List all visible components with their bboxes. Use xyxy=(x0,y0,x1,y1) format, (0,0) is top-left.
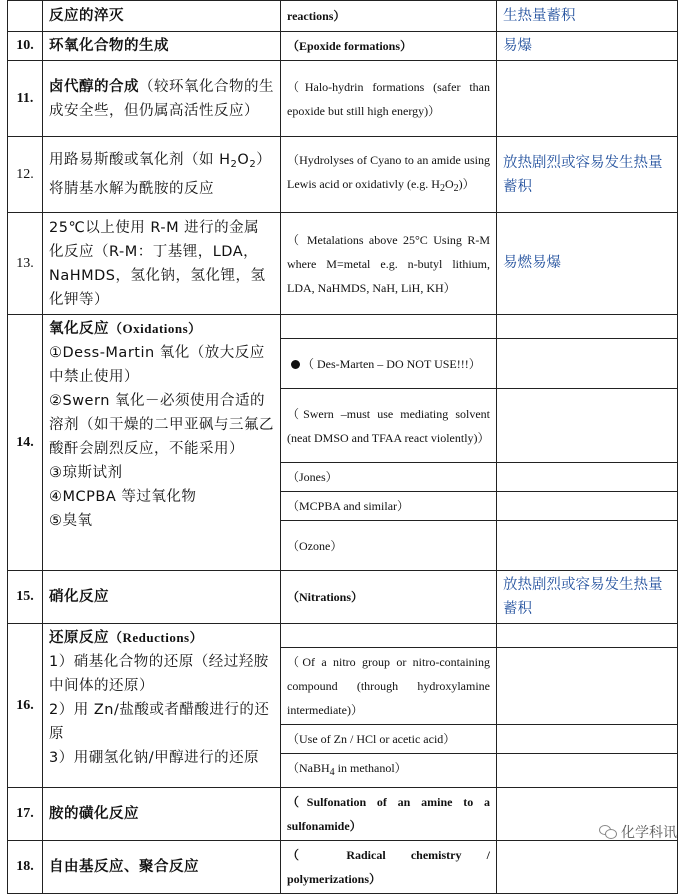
cn-text: ）将腈基水解为酰胺的反应 xyxy=(49,152,272,197)
cn-heading-en: （Reductions） xyxy=(109,630,204,645)
reaction-en xyxy=(281,137,497,213)
reaction-cn: 硝化反应 xyxy=(43,571,281,624)
hazard-note: 放热剧烈或容易发生热量蓄积 xyxy=(497,571,678,624)
oxidation-item: ①Dess-Martin 氧化（放大反应中禁止使用） xyxy=(49,345,265,385)
reaction-en xyxy=(281,754,497,788)
reaction-cn-heading xyxy=(49,317,274,341)
hazard-note xyxy=(497,61,678,137)
cn-text: O xyxy=(237,152,250,168)
table-row xyxy=(8,571,678,624)
reaction-en: （ Metalations above 25°C Using R-M where M=metal e.g. n-butyl lithium, LDA, NaHMDS, NaH, LiH, KH） xyxy=(281,213,497,315)
cn-subscript: 2 xyxy=(249,159,257,170)
reaction-cn-heading xyxy=(49,626,274,650)
hazard-note xyxy=(497,725,678,754)
hazard-note xyxy=(497,463,678,492)
watermark-text: 化学科讯 xyxy=(621,825,677,841)
hazard-note xyxy=(497,339,678,389)
row-number: 11. xyxy=(8,61,43,137)
reaction-en: （Use of Zn / HCl or acetic acid） xyxy=(281,725,497,754)
en-text: in methanol） xyxy=(334,761,407,775)
hazard-note xyxy=(497,624,678,648)
reaction-cn xyxy=(43,315,281,571)
reaction-en: （Jones） xyxy=(281,463,497,492)
cn-subscript: 2 xyxy=(230,159,238,170)
en-text: O xyxy=(444,177,454,191)
reaction-cn: 胺的磺化反应 xyxy=(43,788,281,841)
row-number xyxy=(8,1,43,32)
row-number: 15. xyxy=(8,571,43,624)
row-number: 18. xyxy=(8,841,43,894)
hazard-note xyxy=(497,492,678,521)
reaction-en xyxy=(281,624,497,648)
table-row xyxy=(8,624,678,648)
row-number: 16. xyxy=(8,624,43,788)
reaction-cn-title: 卤代醇的合成 xyxy=(49,78,139,95)
table-row xyxy=(8,32,678,61)
hazard-note xyxy=(497,648,678,725)
reaction-cn: 25℃以上使用 R-M 进行的金属化反应（R-M：丁基锂，LDA，NaHMDS，氢化钠，氢化锂，氢化钾等） xyxy=(43,213,281,315)
row-number: 10. xyxy=(8,32,43,61)
table-row xyxy=(8,1,678,32)
en-text: （NaBH xyxy=(287,761,330,775)
reduction-item: 1）硝基化合物的还原（经过羟胺中间体的还原） xyxy=(49,654,269,694)
bomb-icon xyxy=(291,360,300,369)
reaction-en: （Sulfonation of an amine to a sulfonamide） xyxy=(281,788,497,841)
table-row xyxy=(8,213,678,315)
reaction-en: （Ozone） xyxy=(281,521,497,571)
en-subscript: 2 xyxy=(439,183,445,194)
reaction-en: reactions） xyxy=(281,1,497,32)
en-subscript: 4 xyxy=(329,767,335,778)
reaction-en: （Epoxide formations） xyxy=(281,32,497,61)
table-row xyxy=(8,841,678,894)
reaction-en: （Of a nitro group or nitro-containing compound (through hydroxylamine intermediate)） xyxy=(281,648,497,725)
watermark xyxy=(599,822,677,842)
hazard-table xyxy=(7,0,678,894)
reduction-item: 3）用硼氢化钠/甲醇进行的还原 xyxy=(49,750,260,766)
reaction-en: （Nitrations） xyxy=(281,571,497,624)
en-text: （ Des-Marten – DO NOT USE!!!） xyxy=(302,356,481,371)
reaction-cn xyxy=(43,624,281,788)
reaction-en: （ Radical chemistry / polymerizations） xyxy=(281,841,497,894)
reaction-en: （Halo-hydrin formations (safer than epoxide but still high energy)） xyxy=(281,61,497,137)
hazard-note xyxy=(497,315,678,339)
cn-heading-en: （Oxidations） xyxy=(109,321,202,336)
hazard-note: 易燃易爆 xyxy=(497,213,678,315)
reaction-en xyxy=(281,315,497,339)
oxidation-item: ③琼斯试剂 xyxy=(49,465,123,481)
cn-text: 用路易斯酸或氧化剂（如 H xyxy=(49,152,231,168)
oxidation-item: ②Swern 氧化－必须使用合适的溶剂（如干燥的二甲亚砜与三氟乙酸酐会剧烈反应，不能采用） xyxy=(49,393,274,457)
reaction-en xyxy=(281,339,497,389)
table-row xyxy=(8,788,678,841)
reaction-cn: 反应的淬灭 xyxy=(43,1,281,32)
reaction-cn-note: （较环氧化合物的生成安全些，但仍属高活性反应） xyxy=(49,78,274,119)
table-row xyxy=(8,61,678,137)
row-number: 14. xyxy=(8,315,43,571)
row-number: 17. xyxy=(8,788,43,841)
en-text: （Hydrolyses of Cyano to an amide using Lewis acid or oxidativly (e.g. H xyxy=(287,153,490,191)
hazard-note xyxy=(497,841,678,894)
hazard-note xyxy=(497,389,678,463)
reaction-cn xyxy=(43,61,281,137)
cn-heading-text: 氧化反应 xyxy=(49,321,109,337)
hazard-note xyxy=(497,521,678,571)
table-row xyxy=(8,137,678,213)
en-text: )） xyxy=(458,177,475,191)
reaction-cn: 自由基反应、聚合反应 xyxy=(43,841,281,894)
oxidation-item: ④MCPBA 等过氧化物 xyxy=(49,489,197,505)
reaction-en: （Swern –must use mediating solvent (neat DMSO and TFAA react violently)） xyxy=(281,389,497,463)
hazard-note xyxy=(497,754,678,788)
hazard-note: 放热剧烈或容易发生热量蓄积 xyxy=(497,137,678,213)
reaction-cn: 环氧化合物的生成 xyxy=(43,32,281,61)
hazard-note: 易爆 xyxy=(497,32,678,61)
wechat-icon xyxy=(599,824,617,840)
reaction-en: （MCPBA and similar） xyxy=(281,492,497,521)
reduction-item: 2）用 Zn/盐酸或者醋酸进行的还原 xyxy=(49,702,270,742)
cn-heading-text: 还原反应 xyxy=(49,630,109,646)
en-subscript: 2 xyxy=(453,183,459,194)
row-number: 12. xyxy=(8,137,43,213)
reaction-cn xyxy=(43,137,281,213)
hazard-note: 生热量蓄积 xyxy=(497,1,678,32)
oxidation-item: ⑤臭氧 xyxy=(49,513,93,529)
row-number: 13. xyxy=(8,213,43,315)
table-row xyxy=(8,315,678,339)
